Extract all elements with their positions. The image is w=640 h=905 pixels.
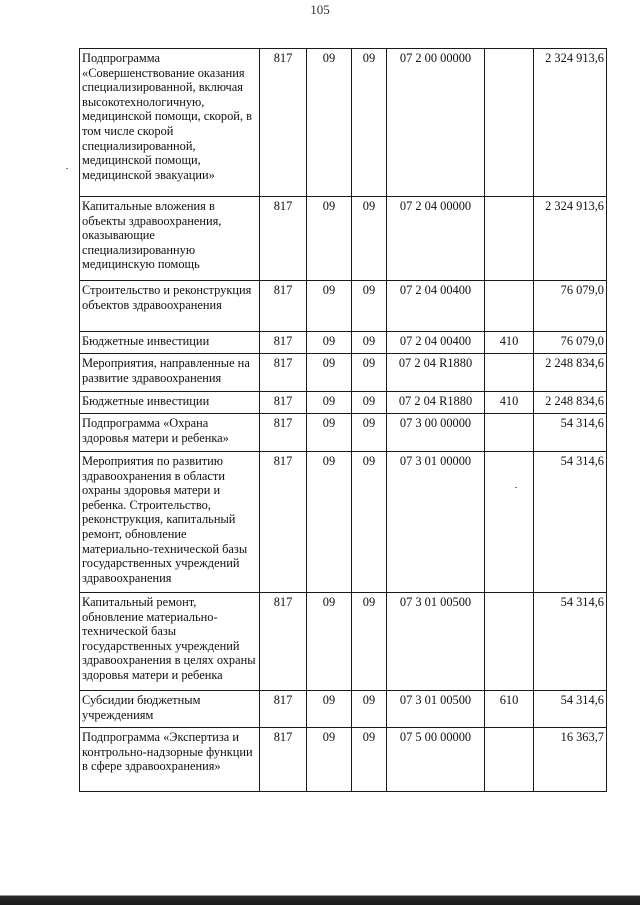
row-sum: 54 314,6 <box>534 452 607 593</box>
row-subsection-code: 09 <box>352 691 387 728</box>
row-sum: 54 314,6 <box>534 691 607 728</box>
row-section-code: 09 <box>307 691 352 728</box>
row-section-code: 09 <box>307 281 352 332</box>
row-subsection-code: 09 <box>352 392 387 414</box>
row-subsection-code: 09 <box>352 332 387 354</box>
row-name: Подпрограмма «Экспертиза и контрольно-надзорные функции в сфере здравоохранения» <box>80 728 260 792</box>
row-section-code: 09 <box>307 593 352 691</box>
row-name: Бюджетные инвестиции <box>80 332 260 354</box>
row-expense-type <box>485 354 534 392</box>
row-name: Подпрограмма «Охрана здоровья матери и ребенка» <box>80 414 260 452</box>
row-subsection-code: 09 <box>352 593 387 691</box>
row-ministry-code: 817 <box>260 691 307 728</box>
row-expense-type <box>485 593 534 691</box>
row-sum: 2 248 834,6 <box>534 354 607 392</box>
row-section-code: 09 <box>307 49 352 197</box>
row-name: Капитальный ремонт, обновление материально-технической базы государственных учреждений здравоохранения в целях охраны здоровья матери и ребенка <box>80 593 260 691</box>
row-expense-type <box>485 49 534 197</box>
row-subsection-code: 09 <box>352 452 387 593</box>
row-ministry-code: 817 <box>260 414 307 452</box>
row-target-code: 07 5 00 00000 <box>387 728 485 792</box>
row-ministry-code: 817 <box>260 392 307 414</box>
row-target-code: 07 2 00 00000 <box>387 49 485 197</box>
row-target-code: 07 3 01 00500 <box>387 691 485 728</box>
table-row <box>80 354 607 392</box>
row-expense-type: 610 <box>485 691 534 728</box>
row-target-code: 07 2 04 00400 <box>387 281 485 332</box>
row-ministry-code: 817 <box>260 452 307 593</box>
row-ministry-code: 817 <box>260 49 307 197</box>
row-subsection-code: 09 <box>352 49 387 197</box>
row-ministry-code: 817 <box>260 281 307 332</box>
row-expense-type <box>485 197 534 281</box>
table-row <box>80 197 607 281</box>
row-ministry-code: 817 <box>260 197 307 281</box>
budget-table-body <box>80 49 607 792</box>
row-ministry-code: 817 <box>260 728 307 792</box>
row-name: Мероприятия по развитию здравоохранения в области охраны здоровья матери и ребенка. Строительство, реконструкция, капитальный ремонт, обновление материально-технической базы государственных учреждений здравоохранения <box>80 452 260 593</box>
row-name: Капитальные вложения в объекты здравоохранения, оказывающие специализированную медицинскую помощь <box>80 197 260 281</box>
row-subsection-code: 09 <box>352 414 387 452</box>
row-section-code: 09 <box>307 197 352 281</box>
table-row <box>80 728 607 792</box>
row-sum: 54 314,6 <box>534 414 607 452</box>
row-section-code: 09 <box>307 728 352 792</box>
row-expense-type: 410 <box>485 392 534 414</box>
row-target-code: 07 3 01 00000 <box>387 452 485 593</box>
row-target-code: 07 3 00 00000 <box>387 414 485 452</box>
row-section-code: 09 <box>307 354 352 392</box>
row-sum: 76 079,0 <box>534 332 607 354</box>
row-expense-type <box>485 414 534 452</box>
row-section-code: 09 <box>307 332 352 354</box>
row-name: Субсидии бюджетным учреждениям <box>80 691 260 728</box>
scan-speck <box>66 168 68 169</box>
row-target-code: 07 2 04 R1880 <box>387 354 485 392</box>
row-section-code: 09 <box>307 452 352 593</box>
row-sum: 16 363,7 <box>534 728 607 792</box>
row-sum: 76 079,0 <box>534 281 607 332</box>
row-sum: 54 314,6 <box>534 593 607 691</box>
table-row <box>80 392 607 414</box>
table-row <box>80 452 607 593</box>
budget-table <box>79 48 607 792</box>
row-name: Строительство и реконструкция объектов здравоохранения <box>80 281 260 332</box>
row-ministry-code: 817 <box>260 354 307 392</box>
row-name: Подпрограмма «Совершенствование оказания специализированной, включая высокотехнологичную, медицинской помощи, скорой, в том числе скорой специализированной, медицинской помощи, медицинской эвакуации» <box>80 49 260 197</box>
page-number: 105 <box>310 2 330 17</box>
row-subsection-code: 09 <box>352 354 387 392</box>
row-target-code: 07 2 04 00400 <box>387 332 485 354</box>
row-expense-type: 410 <box>485 332 534 354</box>
table-row <box>80 332 607 354</box>
table-row <box>80 593 607 691</box>
row-expense-type <box>485 281 534 332</box>
row-target-code: 07 2 04 R1880 <box>387 392 485 414</box>
scan-edge-bar <box>0 893 640 905</box>
row-sum: 2 324 913,6 <box>534 197 607 281</box>
row-ministry-code: 817 <box>260 593 307 691</box>
row-name: Мероприятия, направленные на развитие здравоохранения <box>80 354 260 392</box>
row-section-code: 09 <box>307 392 352 414</box>
row-sum: 2 248 834,6 <box>534 392 607 414</box>
row-subsection-code: 09 <box>352 197 387 281</box>
row-section-code: 09 <box>307 414 352 452</box>
row-expense-type <box>485 728 534 792</box>
row-sum: 2 324 913,6 <box>534 49 607 197</box>
table-row <box>80 414 607 452</box>
scan-speck <box>515 487 517 488</box>
row-target-code: 07 2 04 00000 <box>387 197 485 281</box>
row-subsection-code: 09 <box>352 281 387 332</box>
row-subsection-code: 09 <box>352 728 387 792</box>
row-expense-type <box>485 452 534 593</box>
table-row <box>80 49 607 197</box>
row-target-code: 07 3 01 00500 <box>387 593 485 691</box>
row-name: Бюджетные инвестиции <box>80 392 260 414</box>
row-ministry-code: 817 <box>260 332 307 354</box>
table-row <box>80 691 607 728</box>
table-row <box>80 281 607 332</box>
